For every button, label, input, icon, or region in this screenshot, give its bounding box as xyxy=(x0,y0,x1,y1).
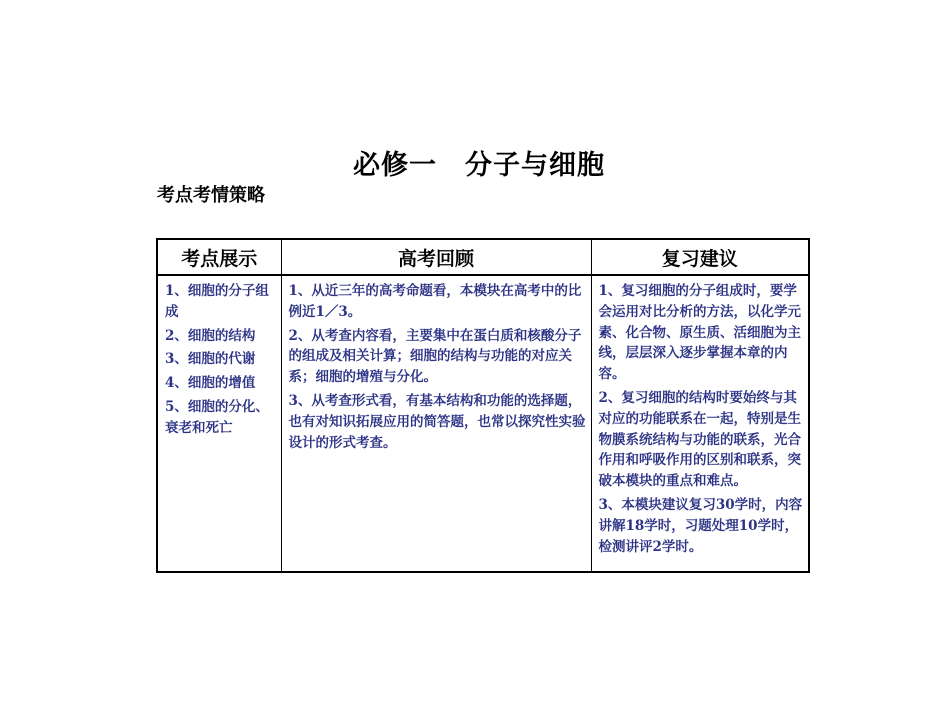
list-item: 2、细胞的结构 xyxy=(165,327,256,344)
list-item: 3、细胞的代谢 xyxy=(165,351,256,368)
header-exam-points: 考点展示 xyxy=(157,239,281,275)
list-item: 2、从考查内容看，主要集中在蛋白质和核酸分子的组成及相关计算；细胞的结构与功能的对应关系；细胞的增殖与分化。 xyxy=(288,327,582,386)
list-item: 4、细胞的增值 xyxy=(165,375,256,392)
page-title: 必修一 分子与细胞 xyxy=(353,150,605,181)
list-item: 1、从近三年的高考命题看，本模块在高考中的比例近1／3。 xyxy=(288,283,582,320)
list-item: 5、细胞的分化、衰老和死亡 xyxy=(165,398,269,436)
list-item: 1、细胞的分子组成 xyxy=(165,283,269,320)
strategy-table xyxy=(156,238,810,573)
exam-review-cell xyxy=(281,275,591,572)
header-exam-review: 高考回顾 xyxy=(281,239,591,275)
section-subtitle: 考点考情策略 xyxy=(157,185,265,206)
table-row xyxy=(157,275,809,572)
exam-points-cell xyxy=(157,275,281,572)
review-advice-cell xyxy=(591,275,809,572)
list-item: 1、复习细胞的分子组成时，要学会运用对比分析的方法，以化学元素、化合物、原生质、活细胞为主线，层层深入逐步掌握本章的内容。 xyxy=(598,283,801,383)
header-review-advice: 复习建议 xyxy=(591,239,809,275)
list-item: 3、从考查形式看，有基本结构和功能的选择题，也有对知识拓展应用的简答题，也常以探究性实验设计的形式考查。 xyxy=(288,392,586,451)
list-item: 2、复习细胞的结构时要始终与其对应的功能联系在一起，特别是生物膜系统结构与功能的联系，光合作用和呼吸作用的区别和联系，突破本模块的重点和难点。 xyxy=(598,389,801,490)
table-header-row xyxy=(157,239,809,275)
list-item: 3、本模块建议复习30学时，内容讲解18学时，习题处理10学时，检测讲评2学时。 xyxy=(598,496,803,555)
